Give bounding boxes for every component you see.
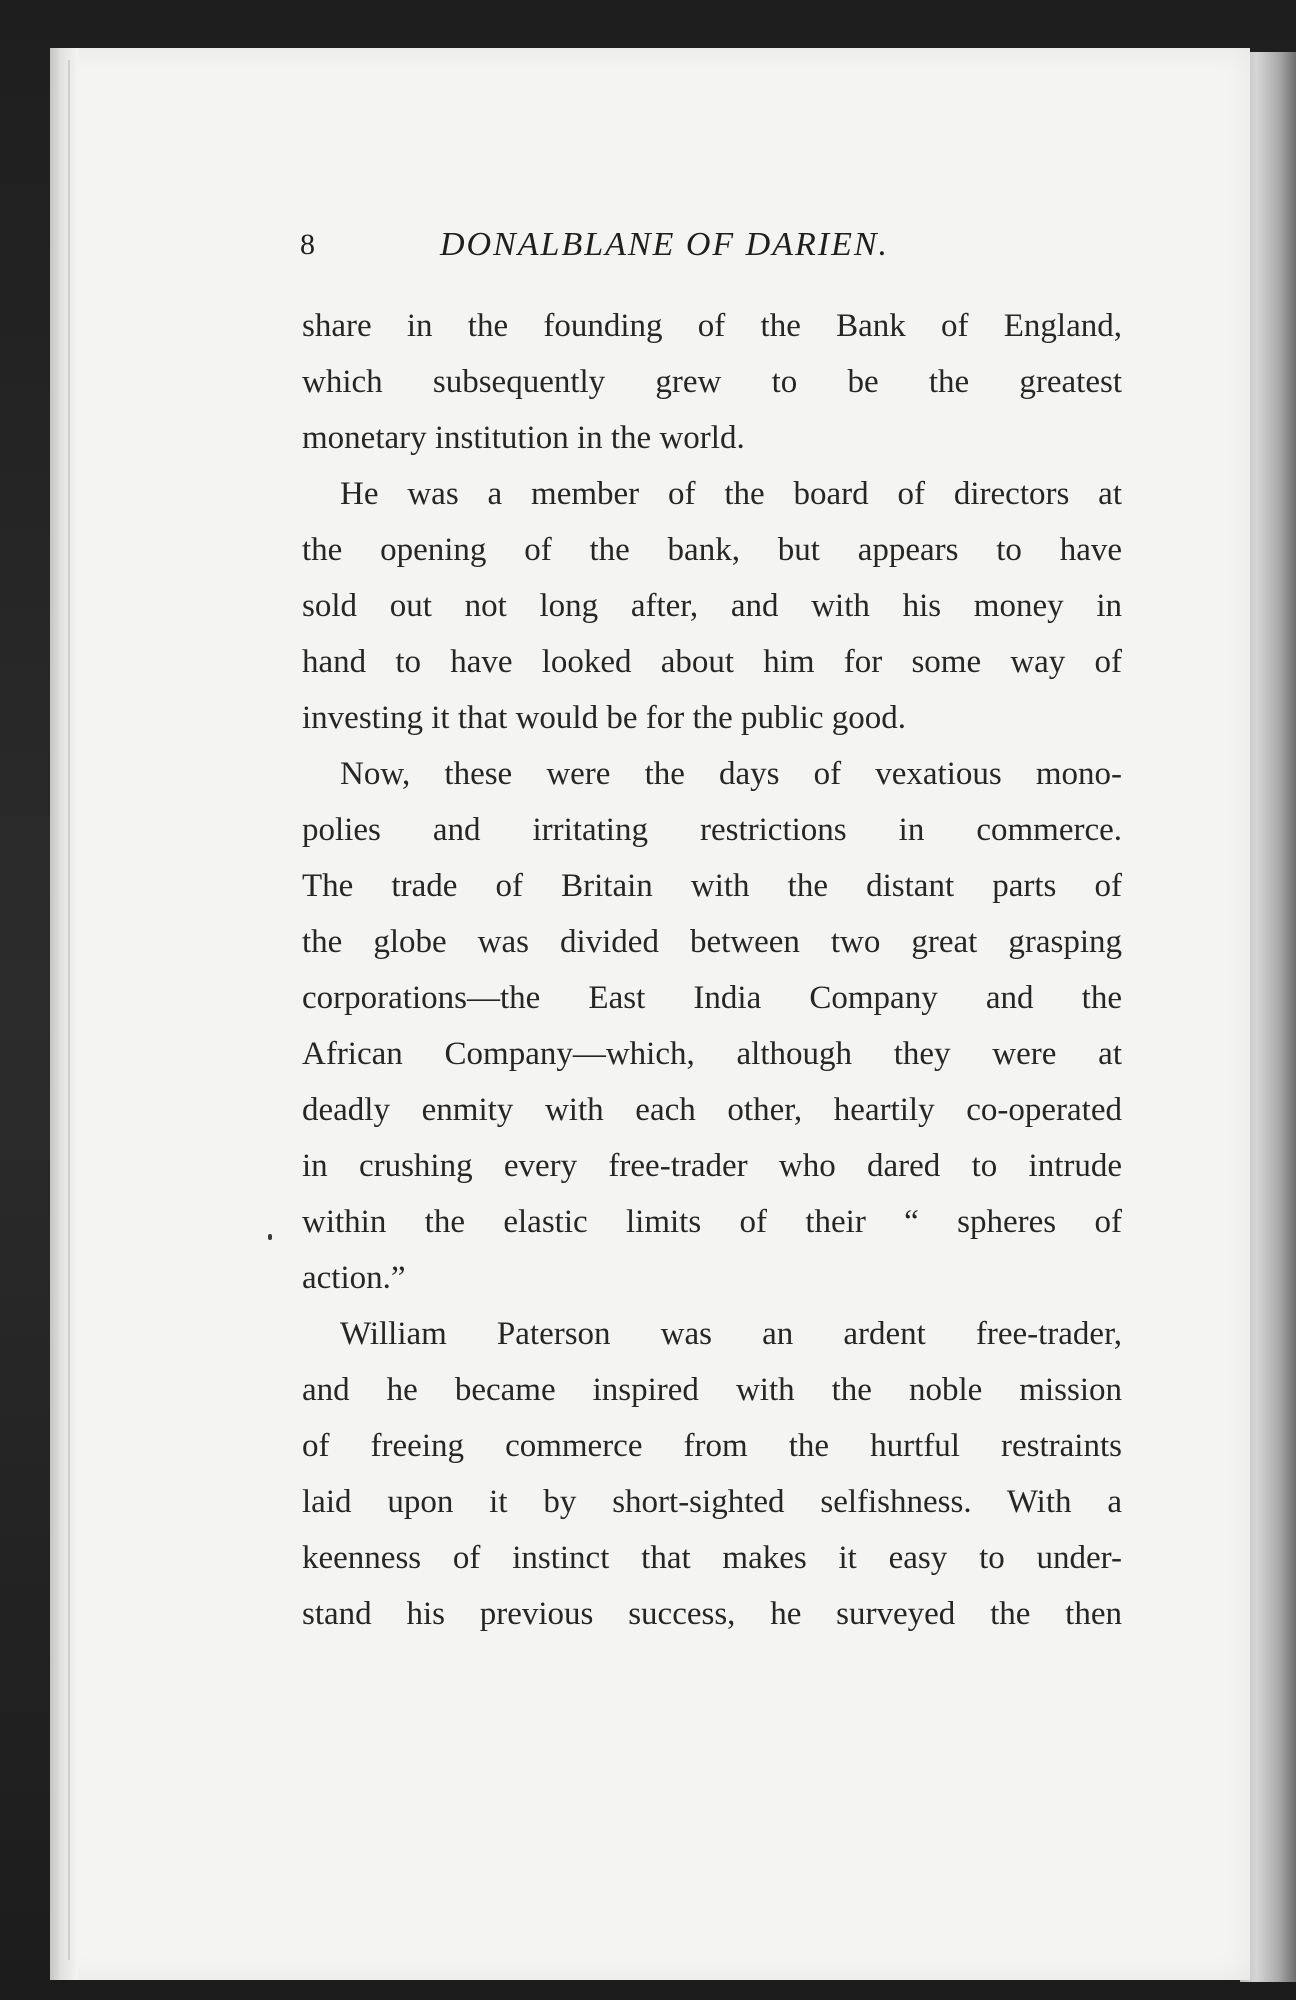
text-line: which subsequently grew to be the greatest — [302, 364, 1122, 400]
running-head — [300, 225, 1120, 275]
text-line: investing it that would be for the public good. — [302, 700, 906, 736]
text-line: the opening of the bank, but appears to have — [302, 532, 1122, 568]
text-line: action.” — [302, 1260, 406, 1296]
text-line: He was a member of the board of directors at — [340, 476, 1122, 512]
text-line: Now, these were the days of vexatious mono- — [340, 756, 1122, 792]
text-line: hand to have looked about him for some way of — [302, 644, 1122, 680]
text-line: sold out not long after, and with his money in — [302, 588, 1122, 624]
print-speck — [268, 1234, 272, 1240]
text-line: monetary institution in the world. — [302, 420, 745, 456]
page-gutter — [50, 48, 78, 1980]
text-line: polies and irritating restrictions in commerce. — [302, 812, 1122, 848]
body-text — [302, 298, 1122, 1642]
text-line: in crushing every free-trader who dared to intrude — [302, 1148, 1122, 1184]
book-title: DONALBLANE OF DARIEN. — [440, 226, 890, 263]
page-number: 8 — [300, 228, 315, 261]
text-line: the globe was divided between two great grasping — [302, 924, 1122, 960]
text-line: deadly enmity with each other, heartily co-operated — [302, 1092, 1122, 1128]
text-line: share in the founding of the Bank of England, — [302, 308, 1122, 344]
text-line: The trade of Britain with the distant parts of — [302, 868, 1122, 904]
text-line: laid upon it by short-sighted selfishness. With a — [302, 1484, 1122, 1520]
text-line: African Company—which, although they were at — [302, 1036, 1122, 1072]
text-line: keenness of instinct that makes it easy to under- — [302, 1540, 1122, 1576]
text-line: stand his previous success, he surveyed the then — [302, 1596, 1122, 1632]
text-line: corporations—the East India Company and the — [302, 980, 1122, 1016]
text-line: William Paterson was an ardent free-trader, — [340, 1316, 1122, 1352]
text-line: and he became inspired with the noble mission — [302, 1372, 1122, 1408]
text-line: within the elastic limits of their “ spheres of — [302, 1204, 1122, 1240]
text-line: of freeing commerce from the hurtful restraints — [302, 1428, 1122, 1464]
gutter-rule — [68, 60, 70, 1960]
